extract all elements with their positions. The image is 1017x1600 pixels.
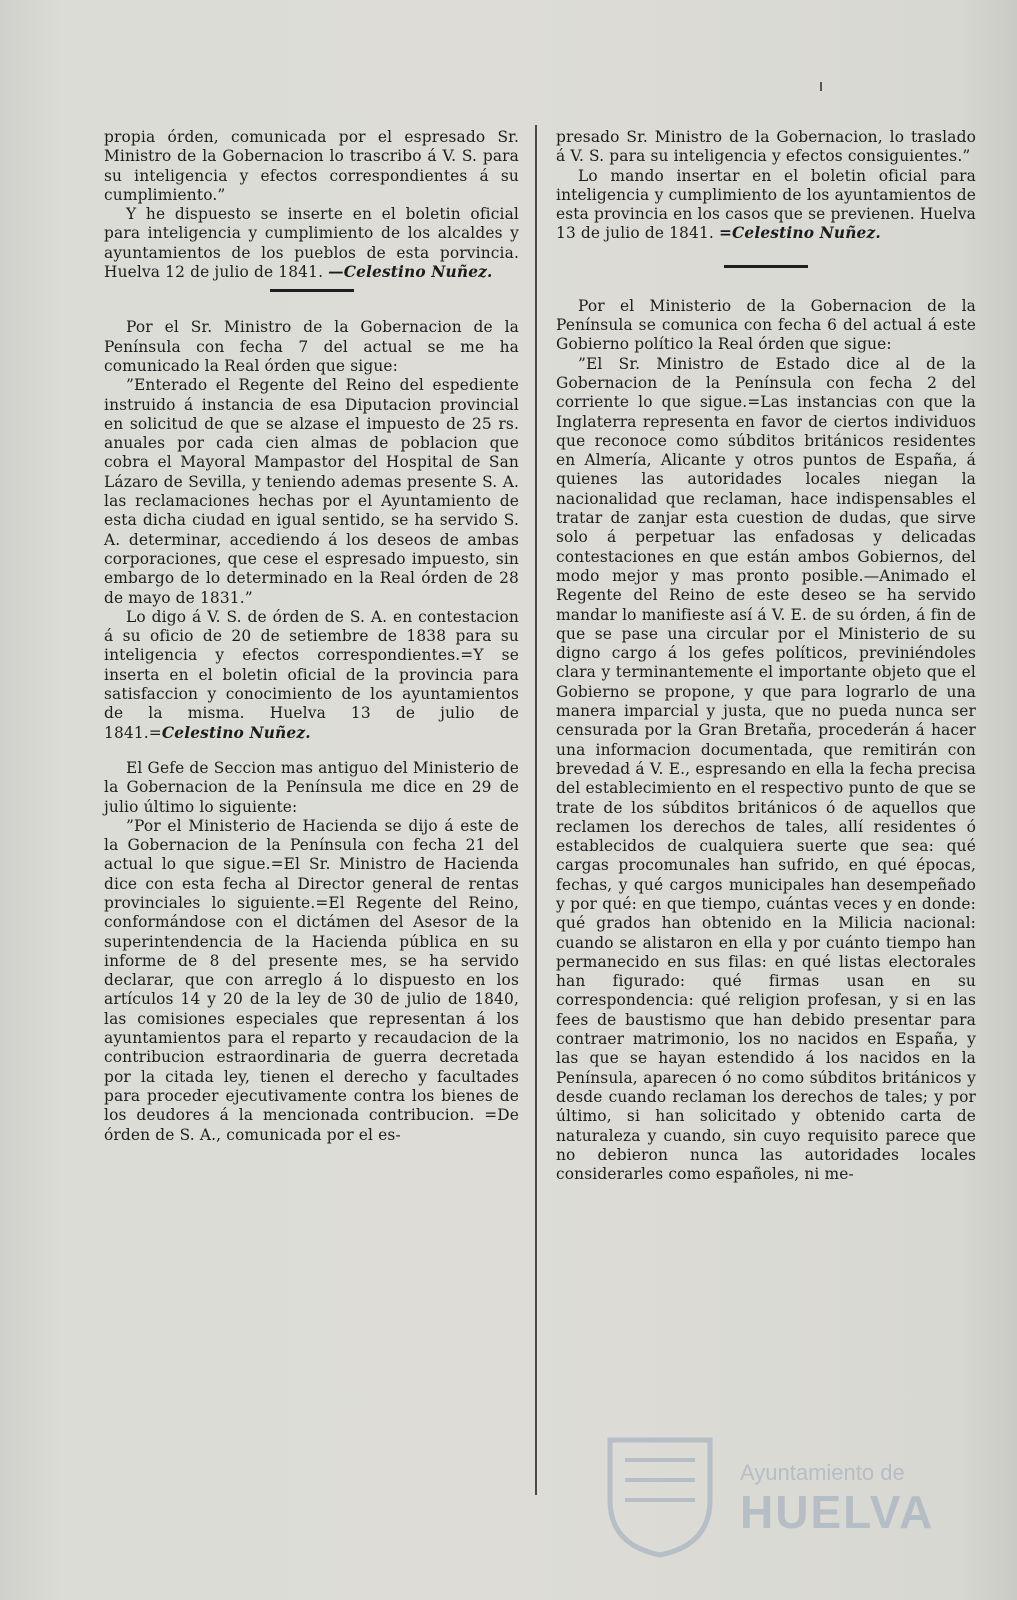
left-column <box>104 128 519 1145</box>
watermark-line1: Ayuntamiento de <box>740 1460 905 1485</box>
right-column <box>556 128 976 1184</box>
paragraph: presado Sr. Ministro de la Gobernacion, lo traslado á V. S. para su inteligencia y efectos consiguientes.” <box>556 128 976 166</box>
shield-icon <box>600 1430 720 1560</box>
section-rule <box>270 289 354 292</box>
signature: Celestino Nuñez. <box>161 723 311 742</box>
paragraph: Lo mando insertar en el boletin oficial para inteligencia y cumplimiento de los ayuntamientos de esta provincia en los casos que se previenen. Huelva 13 de julio de 1841. =Celestino Nuñez. <box>556 166 976 243</box>
signature: —Celestino Nuñez. <box>328 263 493 282</box>
paragraph: ”Enterado el Regente del Reino del espediente instruido á instancia de esa Diputacion provincial en solicitud de que se alzase el impuesto de 25 rs. anuales por cada cien almas de poblacion que cobra el Mayoral Mampastor del Hospital de San Lázaro de Sevilla, y teniendo ademas presente S. A. las reclamaciones hechas por el Ayuntamiento de esta dicha ciudad en igual sentido, se ha servido S. A. determinar, accediendo á los deseos de ambas corporaciones, que cese el espresado impuesto, sin embargo de lo determinado en la Real órden de 28 de mayo de 1831.” <box>104 376 519 607</box>
column-divider <box>535 125 537 1495</box>
paragraph: El Gefe de Seccion mas antiguo del Ministerio de la Gobernacion de la Península me dice en 29 de julio último lo siguiente: <box>104 758 519 816</box>
page-mark <box>820 82 822 91</box>
paragraph: ”Por el Ministerio de Hacienda se dijo á este de la Gobernacion de la Península con fecha 21 del actual lo que sigue.=El Sr. Ministro de Hacienda dice con esta fecha al Director general de rentas provinciales lo siguiente.=El Regente del Reino, conformándose con el dictámen del Asesor de la superintendencia de la Hacienda pública en su informe de 8 del presente mes, se ha servido declarar, que con arreglo á lo dispuesto en los artículos 14 y 20 de la ley de 30 de julio de 1840, las comisiones especiales que representan á los ayuntamientos para el reparto y recaudacion de la contribucion estraordinaria de guerra decretada por la citada ley, tienen el derecho y facultades para proceder ejecutivamente contra los bienes de los deudores á la mencionada contribucion. =De órden de S. A., comunicada por el es- <box>104 816 519 1144</box>
section-rule <box>724 265 808 268</box>
paragraph: Lo digo á V. S. de órden de S. A. en contestacion á su oficio de 20 de setiembre de 1838 para su inteligencia y efectos correspondientes.=Y se inserta en el boletin oficial de la provincia para satisfaccion y conocimiento de los ayuntamientos de la misma. Huelva 13 de julio de 1841.=Celestino Nuñez. <box>104 607 519 742</box>
paragraph: propia órden, comunicada por el espresado Sr. Ministro de la Gobernacion lo trascribo á V. S. para su inteligencia y efectos correspondientes á su cumplimiento.” <box>104 128 519 204</box>
paragraph: ”El Sr. Ministro de Estado dice al de la Gobernacion de la Península con fecha 2 del corriente lo que sigue.=Las instancias con que la Inglaterra representa en favor de ciertos individuos que reconoce como súbditos británicos residentes en Almería, Alicante y otros puntos de España, á quienes las autoridades locales niegan la nacionalidad que reclaman, hace indispensables el tratar de zanjar esta cuestion de dudas, que sirve solo á perpetuar las enfadosas y delicadas contestaciones en que están ambos Gobiernos, del modo mejor y mas pronto posible.—Animado el Regente del Reino de este deseo se ha servido mandar lo manifieste así á V. E. de su órden, á fin de que se pase una circular por el Ministerio de su digno cargo á los gefes políticos, previniéndoles clara y terminantemente el importante objeto que el Gobierno se propone, y que para lograrlo de una manera imparcial y justa, que no pueda nunca ser censurada por la Gran Bretaña, procederán á hacer una informacion documentada, que remitirán con brevedad á V. E., espresando en ella la fecha precisa del establecimiento en el respectivo punto de que se trate de los súbditos británicos ó de aquellos que reclamen los derechos de tales, allí residentes ó establecidos de cualquiera suerte que sea: qué cargas procomunales han sufrido, en qué épocas, fechas, y qué cargos municipales han desempeñado y por qué: en que tiempo, cuántas veces y en donde: qué grados han obtenido en la Milicia nacional: cuando se alistaron en ella y por cuánto tiempo han permanecido en sus filas: en qué listas electorales han figurado: qué firmas usan en su correspondencia: qué religion profesan, y si en las fees de baustismo que han debido presentar para contraer matrimonio, los no nacidos en España, y las que se hayan estendido á los nacidos en la Península, aparecen ó no como súbditos británicos y desde cuando reclaman los derechos de tales; y por último, si han solicitado y obtenido carta de naturaleza y cuando, sin cuyo requisito parece que no debieron nunca las autoridades locales considerarles como españoles, ni me- <box>556 354 976 1184</box>
paragraph: Y he dispuesto se inserte en el boletin oficial para inteligencia y cumplimiento de los alcaldes y ayuntamientos de los pueblos de esta porvincia. Huelva 12 de julio de 1841. —Celestino Nuñez. <box>104 205 519 282</box>
paragraph: Por el Ministerio de la Gobernacion de la Península se comunica con fecha 6 del actual á este Gobierno político la Real órden que sigue: <box>556 296 976 354</box>
watermark <box>600 1430 935 1560</box>
paragraph: Por el Sr. Ministro de la Gobernacion de la Península con fecha 7 del actual se me ha comunicado la Real órden que sigue: <box>104 318 519 375</box>
watermark-line2: HUELVA <box>740 1486 935 1538</box>
signature: =Celestino Nuñez. <box>718 224 881 243</box>
